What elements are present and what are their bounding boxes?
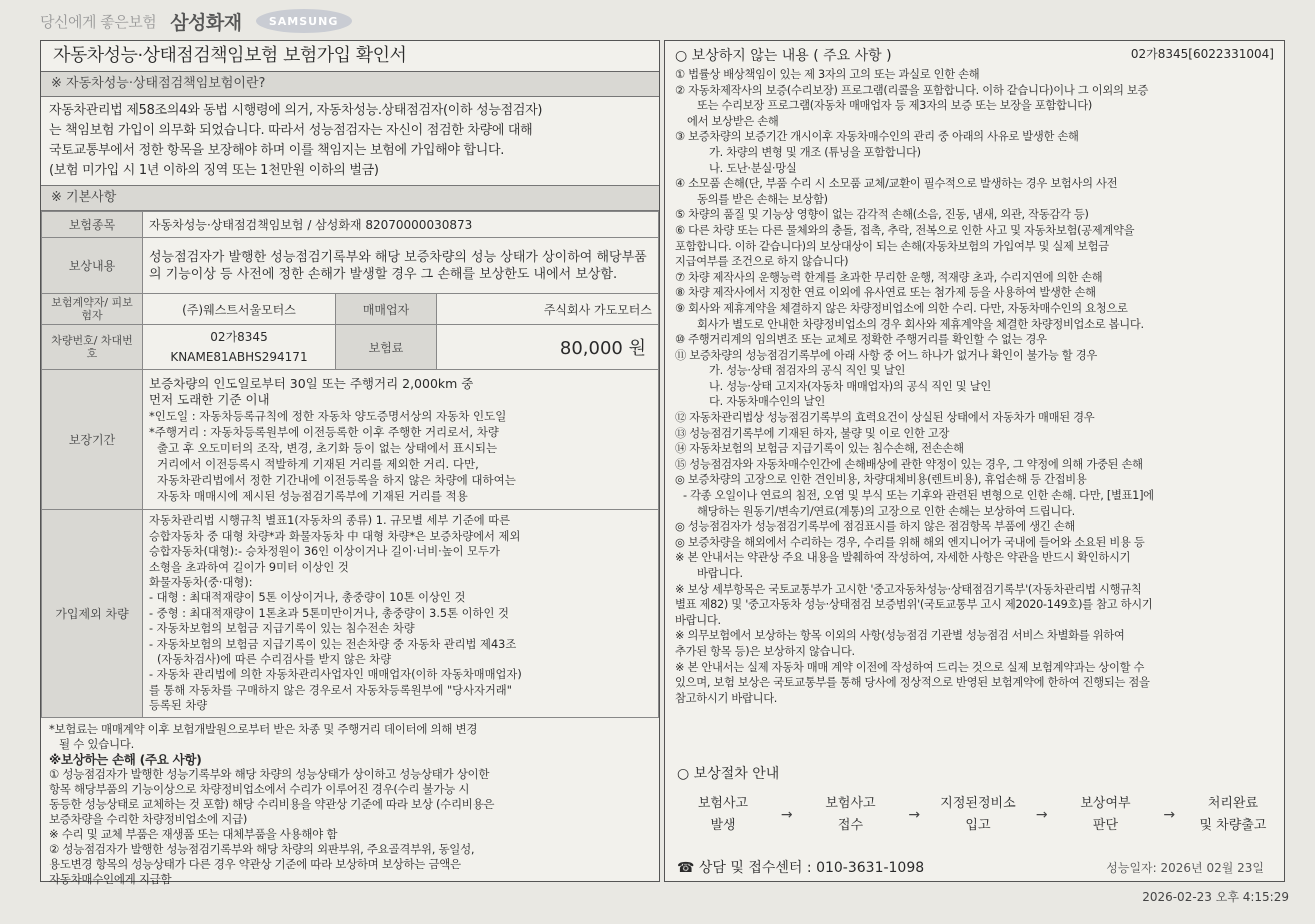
- exclusion-line: 를 통해 자동차를 구매하지 않은 경우로서 자동차등록원부에 "당사자거래": [149, 683, 512, 697]
- exclusion-line: 화물자동차(중·대형):: [149, 575, 253, 589]
- left-panel: [40, 40, 660, 886]
- exclusion-item: ⑩ 주행거리계의 임의변조 또는 교체로 정확한 주행거리를 확인할 수 없는 경우: [675, 333, 1047, 347]
- exclusion-item: ⑫ 자동차관리법상 성능점검기록부의 효력요건이 상실된 상태에서 자동차가 매매된 경우: [675, 411, 1095, 425]
- exclusion-line: - 대형 : 최대적재량이 5톤 이상이거나, 총중량이 10톤 이상인 것: [149, 591, 466, 605]
- step-line: 접수: [837, 818, 864, 833]
- exclusion-line: - 자동차보험의 보험금 지급기록이 있는 전손차량 중 자동차 관리법 제43조: [149, 637, 517, 651]
- arrow-icon: →: [1035, 807, 1048, 823]
- exclusion-item: 지급여부를 조건으로 하지 않습니다): [675, 255, 849, 269]
- section-basic: ※ 기본사항: [41, 186, 659, 211]
- step-judgement: [1065, 793, 1145, 837]
- coverage-value: 성능점검자가 발행한 성능점검기록부와 해당 보증차량의 성능 상태가 상이하여 해당부품의 기능이상 등 사전에 정한 손해가 발생할 경우 그 손해를 보상한도 내에서 보상함.: [143, 238, 659, 294]
- vin-number: KNAME81ABHS294171: [170, 350, 308, 364]
- exclusion-line: - 자동차 관리법에 의한 자동차관리사업자인 매매업자(이하 자동차매매업자): [149, 668, 522, 682]
- step-repair-shop: [938, 793, 1018, 837]
- period-line: *주행거리 : 자동차등록원부에 이전등록한 이후 주행한 거리로서, 차량: [149, 424, 499, 439]
- basic-info-table: [41, 211, 659, 718]
- step-report: [810, 793, 890, 837]
- note-line: ※ 수리 및 교체 부품은 재생품 또는 대체부품을 사용해야 함: [49, 827, 338, 841]
- exclusion-item: ◎ 보증차량을 해외에서 수리하는 경우, 수리를 위해 해외 엔지니어가 국내에 들어와 소요된 비용 등: [675, 535, 1145, 549]
- exclusion-item: 추가된 항목 등)은 보상하지 않습니다.: [675, 644, 855, 658]
- label-vehicle: 차량번호/ 차대번호: [42, 325, 143, 370]
- section-what-is: ※ 자동차성능·상태점검책임보험이란?: [41, 72, 659, 97]
- exclusion-line: 승합자동차 중 대형 차량*과 화물자동차 中 대형 차량*은 보증차량에서 제외: [149, 529, 521, 543]
- slogan-text: 당신에게 좋은보험: [40, 12, 157, 31]
- plate-number: 02가8345: [210, 330, 268, 344]
- period-line: *인도일 : 자동차등록규칙에 정한 자동차 양도증명서상의 자동차 인도일: [149, 408, 507, 423]
- exclusion-item: ② 자동차제작사의 보증(수리보장) 프로그램(리콜을 포함합니다. 이하 같습니다)이나 그 이외의 보증: [675, 83, 1149, 97]
- exclusion-item: ※ 본 안내서는 약관상 주요 내용을 발췌하여 작성하여, 자세한 사항은 약관을 반드시 확인하시기: [675, 551, 1131, 565]
- label-insured: 보험계약자/ 피보험자: [42, 294, 143, 325]
- right-panel: [664, 40, 1285, 882]
- exclusion-line: - 중형 : 최대적재량이 1톤초과 5톤미만이거나, 총중량이 3.5톤 이하인 것: [149, 606, 509, 620]
- exclusion-item: 에서 보상받은 손해: [687, 114, 779, 128]
- exclusion-item: 해당하는 원동기/변속기/연료(계통)의 고장으로 인한 손해는 보상하여 드립니다.: [697, 504, 1075, 518]
- process-title: ○ 보상절차 안내: [677, 766, 780, 782]
- intro-line: 자동차관리법 제58조의4와 동법 시행령에 의거, 자동차성능.상태점검자(이하 성능점검자): [49, 103, 543, 118]
- exclusion-item: 동의를 받은 손해는 보상함): [697, 192, 828, 206]
- note-line: ① 성능점검자가 발행한 성능기록부와 해당 차량의 성능상태가 상이하고 성능상태가 상이한: [49, 767, 490, 781]
- period-value: [143, 370, 659, 510]
- exclusion-item: 가. 성능·상태 점검자의 공식 직인 및 날인: [709, 364, 906, 378]
- intro-line: (보험 미가입 시 1년 이하의 징역 또는 1천만원 이하의 벌금): [49, 163, 379, 178]
- note-line: 용도변경 항목의 성능상태가 다른 경우 약관상 기준에 따라 보상하며 보상하는 금액은: [49, 857, 461, 871]
- exclusions-list: [665, 65, 1284, 706]
- exclusion-item: 바랍니다.: [675, 613, 721, 627]
- period-line: 출고 후 오도미터의 조작, 변경, 초기화 등이 없는 상태에서 표시되는: [157, 440, 498, 455]
- exclusion-line: 소형을 초과하여 길이가 9미터 이상인 것: [149, 560, 349, 574]
- step-line: 보험사고: [825, 796, 876, 811]
- note-line: 자동차매수인에게 지급함: [49, 872, 172, 886]
- period-line: 보증차량의 인도일로부터 30일 또는 주행거리 2,000km 중: [149, 375, 474, 391]
- product-value: 자동차성능·상태점검책임보험 / 삼성화재 82070000030873: [143, 212, 659, 238]
- exclusion-item: - 각종 오일이나 연료의 침전, 오염 및 부식 또는 기후와 관련된 변형으로 인한 손해. 다만, [별표1]에: [683, 489, 1154, 503]
- note-line: 동등한 성능상태로 교체하는 것 포함) 해당 수리비용을 약관상 기준에 따라 보상 (수리비용은: [49, 797, 495, 811]
- exclusion-item: ⑭ 자동차보험의 보험금 지급기록이 있는 침수손해, 전손손해: [675, 442, 964, 456]
- company-header: [40, 6, 352, 36]
- note-line: 보증차량을 수리한 차량정비업소에 지급): [49, 812, 248, 826]
- step-line: 보험사고: [697, 796, 749, 811]
- exclusion-value: [143, 510, 659, 718]
- step-line: 처리완료: [1207, 796, 1259, 811]
- note-line: ② 성능점검자가 발행한 성능점검기록부와 해당 차량의 외판부위, 주요골격부위, 동일성,: [49, 842, 475, 856]
- exclusion-item: 별표 제82) 및 '중고자동차 성능·상태점검 보증범위'(국토교통부 고시 제2020-149호)를 참고 하시기: [675, 598, 1153, 612]
- exclusion-line: (자동차검사)에 따른 수리검사를 받지 않은 차량: [157, 653, 392, 667]
- exclusion-item: ⑨ 회사와 제휴계약을 체결하지 않은 차량정비업소에 의한 수리. 다만, 자동차매수인의 요청으로: [675, 301, 1128, 315]
- note-line: 될 수 있습니다.: [59, 737, 134, 751]
- step-line: 및 차량출고: [1199, 818, 1267, 833]
- document-title: 자동차성능·상태점검책임보험 보험가입 확인서: [41, 41, 659, 72]
- step-line: 보상여부: [1080, 796, 1131, 811]
- label-dealer: 매매업자: [336, 294, 437, 325]
- label-product: 보험종목: [42, 212, 143, 238]
- label-premium: 보험료: [336, 325, 437, 370]
- process-flow: [683, 793, 1273, 837]
- print-timestamp: 2026-02-23 오후 4:15:29: [1142, 890, 1289, 904]
- exclusion-item: ◎ 성능점검자가 성능점검기록부에 점검표시를 하지 않은 점검항목 부품에 생긴 손해: [675, 520, 1076, 534]
- exclusion-line: - 자동차보험의 보험금 지급기록이 있는 침수전손 차량: [149, 622, 415, 636]
- exclusions-title: ○ 보상하지 않는 내용 ( 주요 사항 ): [675, 48, 892, 64]
- period-line: 거리에서 이전등록시 적발하게 기재된 거리를 제외한 거리. 다만,: [157, 456, 479, 471]
- exclusion-line: 승합자동차(대형):- 승차정원이 36인 이상이거나 길이·너비·높이 모두가: [149, 545, 500, 559]
- exclusion-item: ※ 보상 세부항목은 국토교통부가 고시한 '중고자동차성능·상태점검기록부'(자동차관리법 시행규칙: [675, 582, 1142, 596]
- document-number: 02가8345[6022331004]: [1130, 47, 1274, 61]
- exclusion-item: ① 법률상 배상책임이 있는 제 3자의 고의 또는 과실로 인한 손해: [675, 68, 980, 81]
- intro-line: 국토교통부에서 정한 항목을 보장해야 하며 이를 책임지는 보험에 가입해야 합니다.: [49, 143, 505, 158]
- exclusion-item: 나. 성능·상태 고지자(자동차 매매업자)의 공식 직인 및 날인: [709, 379, 991, 393]
- exclusion-item: 있으며, 보험 보상은 국토교통부를 통해 당사에 정상적으로 반영된 보험계약에 한하여 진행되는 점을: [675, 676, 1150, 690]
- exclusion-item: ◎ 보증차량의 고장으로 인한 견인비용, 차량대체비용(렌트비용), 휴업손해 등 간접비용: [675, 473, 1087, 487]
- exclusion-item: 참고하시기 바랍니다.: [675, 691, 778, 705]
- period-line: 자동차 매매시에 제시된 성능점검기록부에 기재된 거리를 적용: [157, 488, 468, 503]
- period-line: 자동차관리법에서 정한 기간내에 이전등록을 하지 않은 차량에 대하여는: [157, 472, 516, 487]
- brand-name: 삼성화재: [170, 11, 242, 34]
- exclusion-line: 등록된 차량: [149, 699, 208, 713]
- note-line: 항목 해당부품의 기능이상으로 차량정비업소에서 수리가 이루어진 경우(수리 불가능 시: [49, 782, 470, 796]
- step-accident: [683, 793, 763, 837]
- dealer-value: 주식회사 가도모터스: [437, 294, 659, 325]
- exclusion-item: ④ 소모품 손해(단, 부품 수리 시 소모품 교체/교환이 필수적으로 발생하는 경우 보험사의 사전: [675, 177, 1118, 191]
- note-heading: ※보상하는 손해 (주요 사항): [49, 752, 202, 767]
- exclusion-item: ⑥ 다른 차량 또는 다른 물체와의 충돌, 접촉, 추락, 전복으로 인한 사고 및 자동차보험(공제계약을: [675, 223, 1135, 237]
- inspection-date: 성능일자: 2026년 02월 23일: [1106, 861, 1264, 875]
- exclusion-item: 포함합니다. 이하 같습니다)의 보상대상이 되는 손해(자동차보험의 가입여부 및 실제 보험금: [675, 239, 1109, 253]
- exclusion-item: ⑬ 성능점검기록부에 기재된 하자, 불량 및 이로 인한 고장: [675, 426, 950, 440]
- note-line: *보험료는 매매계약 이후 보험개발원으로부터 받은 차종 및 주행거리 데이터에 의해 변경: [49, 722, 478, 736]
- step-line: 발생: [710, 818, 736, 833]
- exclusion-item: ⑤ 차량의 품질 및 기능상 영향이 없는 감각적 손해(소음, 진동, 냄새, 외관, 작동감각 등): [675, 208, 1089, 222]
- exclusion-item: ⑮ 성능점검자와 자동차매수인간에 손해배상에 관한 약정이 있는 경우, 그 약정에 의해 가중된 손해: [675, 457, 1143, 471]
- samsung-logo: SAMSUNG: [256, 9, 352, 33]
- arrow-icon: →: [908, 807, 921, 823]
- exclusion-item: 바랍니다.: [697, 567, 743, 580]
- exclusion-item: 가. 차량의 변형 및 개조 (튜닝을 포함합니다): [709, 145, 921, 159]
- exclusion-item: ※ 의무보험에서 보상하는 항목 이외의 사항(성능점검 기관별 성능점검 서비스 차별화를 위하여: [675, 629, 1125, 643]
- step-line: 지정된정비소: [940, 796, 1016, 811]
- exclusions-header: [665, 41, 1284, 65]
- step-line: 판단: [1092, 818, 1119, 833]
- contact-center: ☎ 상담 및 접수센터 : 010-3631-1098: [677, 860, 925, 876]
- insured-value: (주)웨스트서울모터스: [143, 294, 336, 325]
- exclusion-item: ⑪ 보증차량의 성능점검기록부에 아래 사항 중 어느 하나가 없거나 확인이 불가능 할 경우: [675, 348, 1097, 362]
- intro-line: 는 책임보험 가입이 의무화 되었습니다. 따라서 성능점검자는 자신이 점검한 차량에 대해: [49, 123, 533, 138]
- exclusion-item: ③ 보증차량의 보증기간 개시이후 자동차매수인의 관리 중 아래의 사유로 발생한 손해: [675, 130, 1079, 144]
- label-exclusion: 가입제외 차량: [42, 510, 143, 718]
- label-coverage: 보상내용: [42, 238, 143, 294]
- intro-text: [41, 97, 659, 186]
- vehicle-value: [143, 325, 336, 370]
- arrow-icon: →: [1163, 807, 1176, 823]
- arrow-icon: →: [780, 807, 793, 823]
- exclusion-item: 나. 도난·분실·망실: [709, 161, 797, 175]
- label-period: 보장기간: [42, 370, 143, 510]
- exclusion-item: ⑦ 차량 제작사의 운행능력 한계를 초과한 무리한 운행, 적재량 초과, 수리지연에 의한 손해: [675, 270, 1103, 284]
- exclusion-item: ⑧ 차량 제작사에서 지정한 연료 이외에 유사연료 또는 첨가제 등을 사용하여 발생한 손해: [675, 286, 1096, 300]
- step-complete: [1193, 793, 1273, 837]
- exclusion-line: 자동차관리법 시행규칙 별표1(자동차의 종류) 1. 규모별 세부 기준에 따른: [149, 514, 511, 528]
- exclusion-item: ※ 본 안내서는 실제 자동차 매매 계약 이전에 작성하여 드리는 것으로 실제 보험계약과는 상이할 수: [675, 660, 1145, 674]
- premium-value: 80,000 원: [437, 325, 659, 370]
- period-line: 먼저 도래한 기준 이내: [149, 391, 270, 407]
- step-line: 입고: [965, 818, 991, 833]
- exclusion-item: 회사가 별도로 안내한 차량정비업소의 경우 회사와 제휴계약을 체결한 차량정비업소로 봅니다.: [697, 317, 1144, 331]
- exclusion-item: 또는 수리보장 프로그램(자동차 매매업자 등 제3자의 보증 또는 보장을 포함합니다): [697, 99, 1092, 113]
- coverage-notes: [41, 718, 659, 891]
- exclusion-item: 다. 자동차매수인의 날인: [709, 395, 826, 409]
